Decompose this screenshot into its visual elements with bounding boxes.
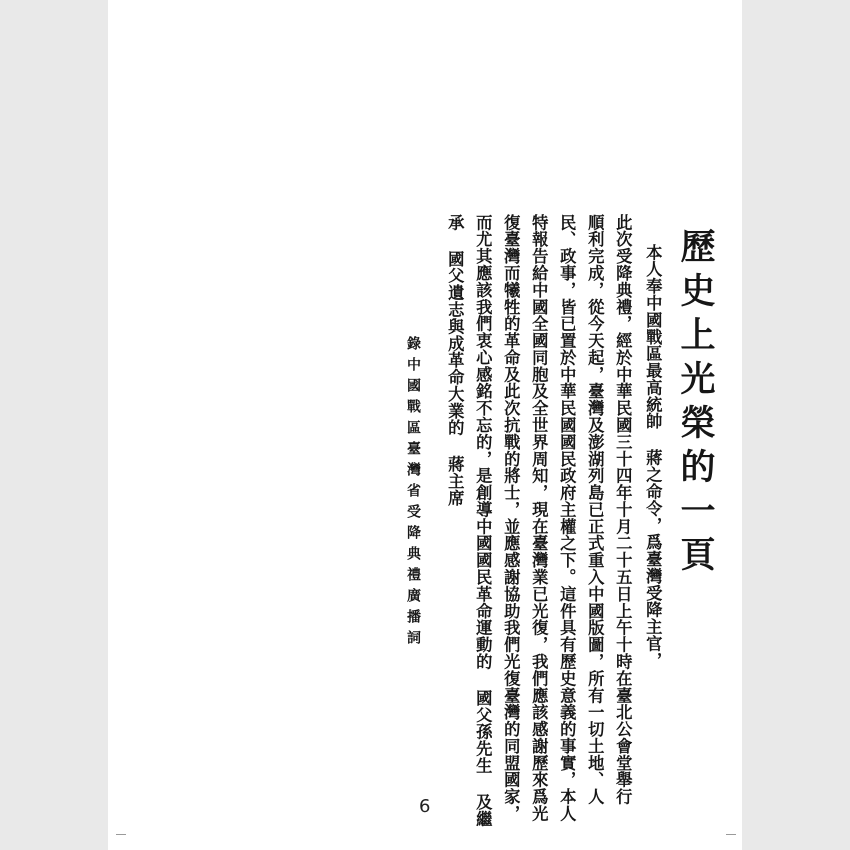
body-line-7: 而尤其應該我們衷心感銘不忘的，是創導中國國民革命運動的 國父孫先生 及繼 [473,214,493,828]
body-line-3: 順利完成，從今天起，臺灣及澎湖列島已正式重入中國版圖，所有一切土地、人 [585,214,605,806]
document-title: 歷史上光榮的一頁 [675,228,716,580]
body-line-5: 特報告給中國全國同胞及全世界周知，現在臺灣業已光復，我們應該感謝歷來爲光 [529,214,549,823]
body-line-1: 本人奉中國戰區最高統帥 蔣之命令，爲臺灣受降主官， [643,244,663,669]
attribution-signature: 錄中國戰區臺灣省受降典禮廣播詞 [405,336,421,651]
body-line-4: 民、政事，皆已置於中華民國國民政府主權之下。這件具有歷史意義的事實，本人 [557,214,577,823]
body-line-8: 承 國父遺志與成革命大業的 蔣主席 [445,214,465,507]
body-line-2: 此次受降典禮，經於中華民國三十四年十月二十五日上午十時在臺北公會堂舉行 [613,214,633,806]
document-page [108,0,742,850]
body-line-6: 復臺灣而犧牲的革命及此次抗戰的將士，並應感謝協助我們光復臺灣的同盟國家， [501,214,521,823]
left-edge-mark [116,834,126,835]
right-edge-mark [726,834,736,835]
page-number: 6 [419,796,431,817]
